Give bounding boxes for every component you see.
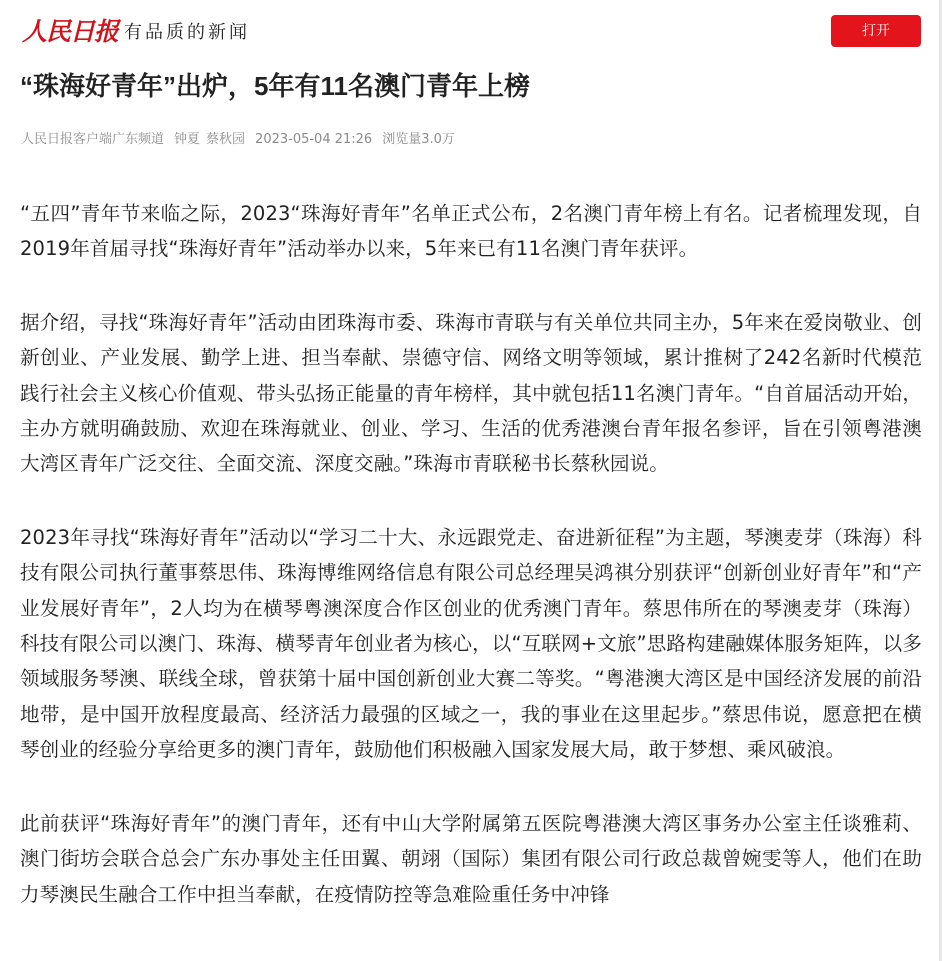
- open-app-button[interactable]: 打开: [831, 15, 921, 47]
- article-author-2: 蔡秋园: [206, 132, 246, 147]
- article-meta: [21, 130, 921, 150]
- article-body: [20, 196, 922, 950]
- article-paragraph-2: 据介绍，寻找“珠海好青年”活动由团珠海市委、珠海市青联与有关单位共同主办，5年来在爱岗敬业、创新创业、产业发展、勤学上进、担当奉献、崇德守信、网络文明等领域，累计推树了242名新时代模范践行社会主义核心价值观、带头弘扬正能量的青年榜样，其中就包括11名澳门青年。“自首届活动开始，主办方就明确鼓励、欢迎在珠海就业、创业、学习、生活的优秀港澳台青年报名参评，旨在引领粤港澳大湾区青年广泛交往、全面交流、深度交融。”珠海市青联秘书长蔡秋园说。: [20, 310, 922, 476]
- top-bar: [0, 0, 942, 64]
- article-author-1: 钟夏: [174, 132, 201, 147]
- slogan-text: 有品质的新闻: [124, 22, 250, 43]
- article-paragraph-3: 2023年寻找“珠海好青年”活动以“学习二十大、永远跟党走、奋进新征程”为主题，琴澳麦芽（珠海）科技有限公司执行董事蔡思伟、珠海博维网络信息有限公司总经理吴鸿祺分别获评“创新创业好青年”和“产业发展好青年”，2人均为在横琴粤澳深度合作区创业的优秀澳门青年。蔡思伟所在的琴澳麦芽（珠海）科技有限公司以澳门、珠海、横琴青年创业者为核心，以“互联网+文旅”思路构建融媒体服务矩阵，以多领域服务琴澳、联线全球，曾获第十届中国创新创业大赛二等奖。“粤港澳大湾区是中国经济发展的前沿地带，是中国开放程度最高、经济活力最强的区域之一，我的事业在这里起步。”蔡思伟说，愿意把在横琴创业的经验分享给更多的澳门青年，鼓励他们积极融入国家发展大局，敢于梦想、乘风破浪。: [20, 525, 922, 762]
- article-datetime: 2023-05-04 21:26: [255, 132, 373, 147]
- peoples-daily-logo[interactable]: 人民日报: [22, 17, 119, 46]
- article-paragraph-1: “五四”青年节来临之际，2023“珠海好青年”名单正式公布，2名澳门青年榜上有名。记者梳理发现，自2019年首届寻找“珠海好青年”活动举办以来，5年来已有11名澳门青年获评。: [20, 202, 922, 261]
- article-source[interactable]: 人民日报客户端广东频道: [21, 132, 165, 147]
- article-view-count: 浏览量3.0万: [382, 132, 455, 147]
- article-paragraph-4: 此前获评“珠海好青年”的澳门青年，还有中山大学附属第五医院粤港澳大湾区事务办公室主任谈雅莉、澳门街坊会联合总会广东办事处主任田翼、朝翊（国际）集团有限公司行政总裁曾婉雯等人，他们在助力琴澳民生融合工作中担当奉献，在疫情防控等急难险重任务中冲锋: [20, 811, 922, 906]
- article-title: “珠海好青年”出炉，5年有11名澳门青年上榜: [20, 71, 530, 101]
